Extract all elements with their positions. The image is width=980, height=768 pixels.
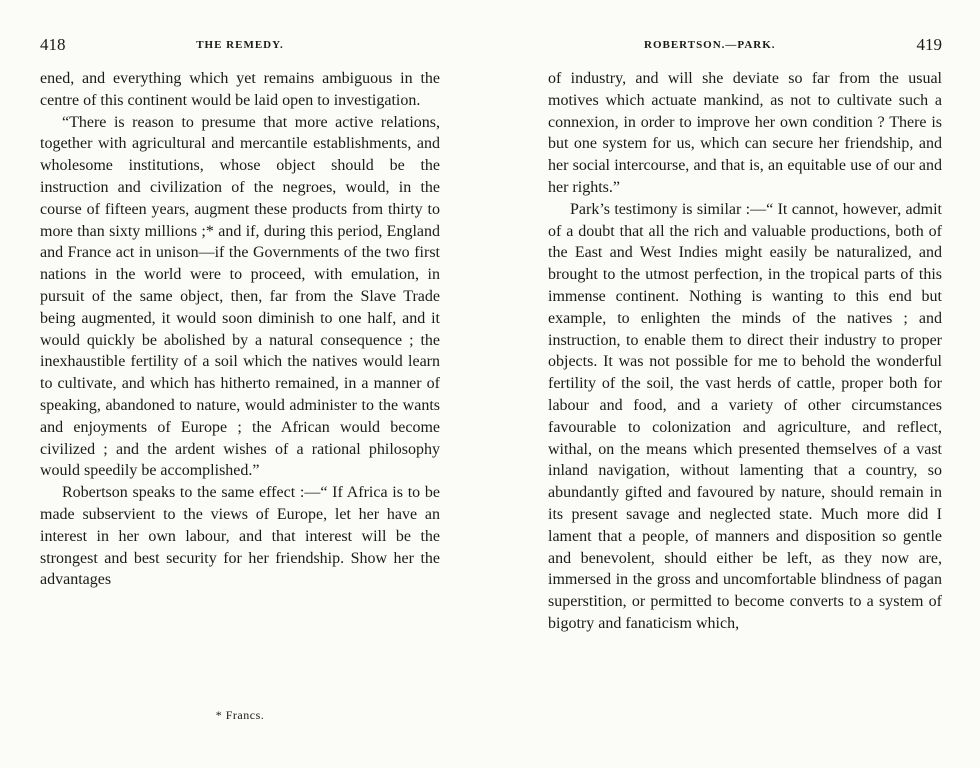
left-running-head — [40, 35, 440, 55]
right-page-number: 419 — [916, 35, 942, 54]
right-running-title: ROBERTSON.—PARK. — [644, 39, 776, 51]
left-page — [40, 0, 440, 768]
left-footnote: * Francs. — [215, 708, 265, 722]
left-paragraph-2: “There is reason to presume that more active relations, together with agricultural and mercantile establishments, and wholesome institutions, whose object should be the instruction and civilization of the negroes, would, in the course of fifteen years, augment these products from thirty to more than sixty millions ;* and if, during this period, England and France act in unison—if the Governments of the two first nations in the world were to proceed, with emulation, in pursuit of the same object, then, far from the Slave Trade being augmented, it would soon diminish to one half, and it would quickly be abolished by a natural consequence ; the inexhaustible fertility of a soil which the natives would learn to cultivate, and which has hitherto remained, in a manner of speaking, abandoned to nature, would administer to the wants and enjoyments of Europe ; the African would become civilized ; and the ardent wishes of a rational philosophy would speedily be accomplished.” — [40, 113, 440, 480]
right-paragraph-2: Park’s testimony is similar :—“ It cannot, however, admit of a doubt that all the rich and valuable productions, both of the East and West Indies might easily be naturalized, and brought to the utmost perfection, in the tropical parts of this immense continent. Nothing is wanting to this end but example, to enlighten the minds of the natives ; and instruction, to enable them to direct their industry to proper objects. It was not possible for me to behold the wonderful fertility of the soil, the vast herds of cattle, proper both for labour and food, and a variety of other circumstances favourable to colonization and agriculture, and reflect, withal, on the means which presented themselves of a vast inland navigation, without lamenting that a country, so abundantly gifted and favoured by nature, should remain in its present savage and neglected state. Much more did I lament that a people, of manners and disposition so gentle and benevolent, should either be left, as they now are, immersed in the gross and uncomfortable blindness of pagan superstition, or permitted to become converts to a system of bigotry and fanaticism which, — [548, 200, 942, 632]
right-body-text — [548, 68, 942, 635]
left-body-text — [40, 68, 440, 591]
left-paragraph-1: ened, and everything which yet remains ambiguous in the centre of this continent would be laid open to investigation. — [40, 70, 440, 109]
right-paragraph-1: of industry, and will she deviate so far from the usual motives which actuate mankind, as not to cultivate such a connexion, in order to improve her own condition ? There is but one system for us, which can secure her friendship, and her social intercourse, and that is, an equitable use of our and her rights.” — [548, 70, 942, 196]
right-page — [548, 0, 942, 768]
right-running-head — [548, 35, 942, 55]
left-running-title: THE REMEDY. — [196, 39, 284, 51]
left-page-number: 418 — [40, 35, 66, 54]
left-paragraph-3: Robertson speaks to the same effect :—“ If Africa is to be made subservient to the views of Europe, let her have an interest in her own labour, and that interest will be the strongest and best security for her friendship. Show her the advantages — [40, 484, 440, 589]
